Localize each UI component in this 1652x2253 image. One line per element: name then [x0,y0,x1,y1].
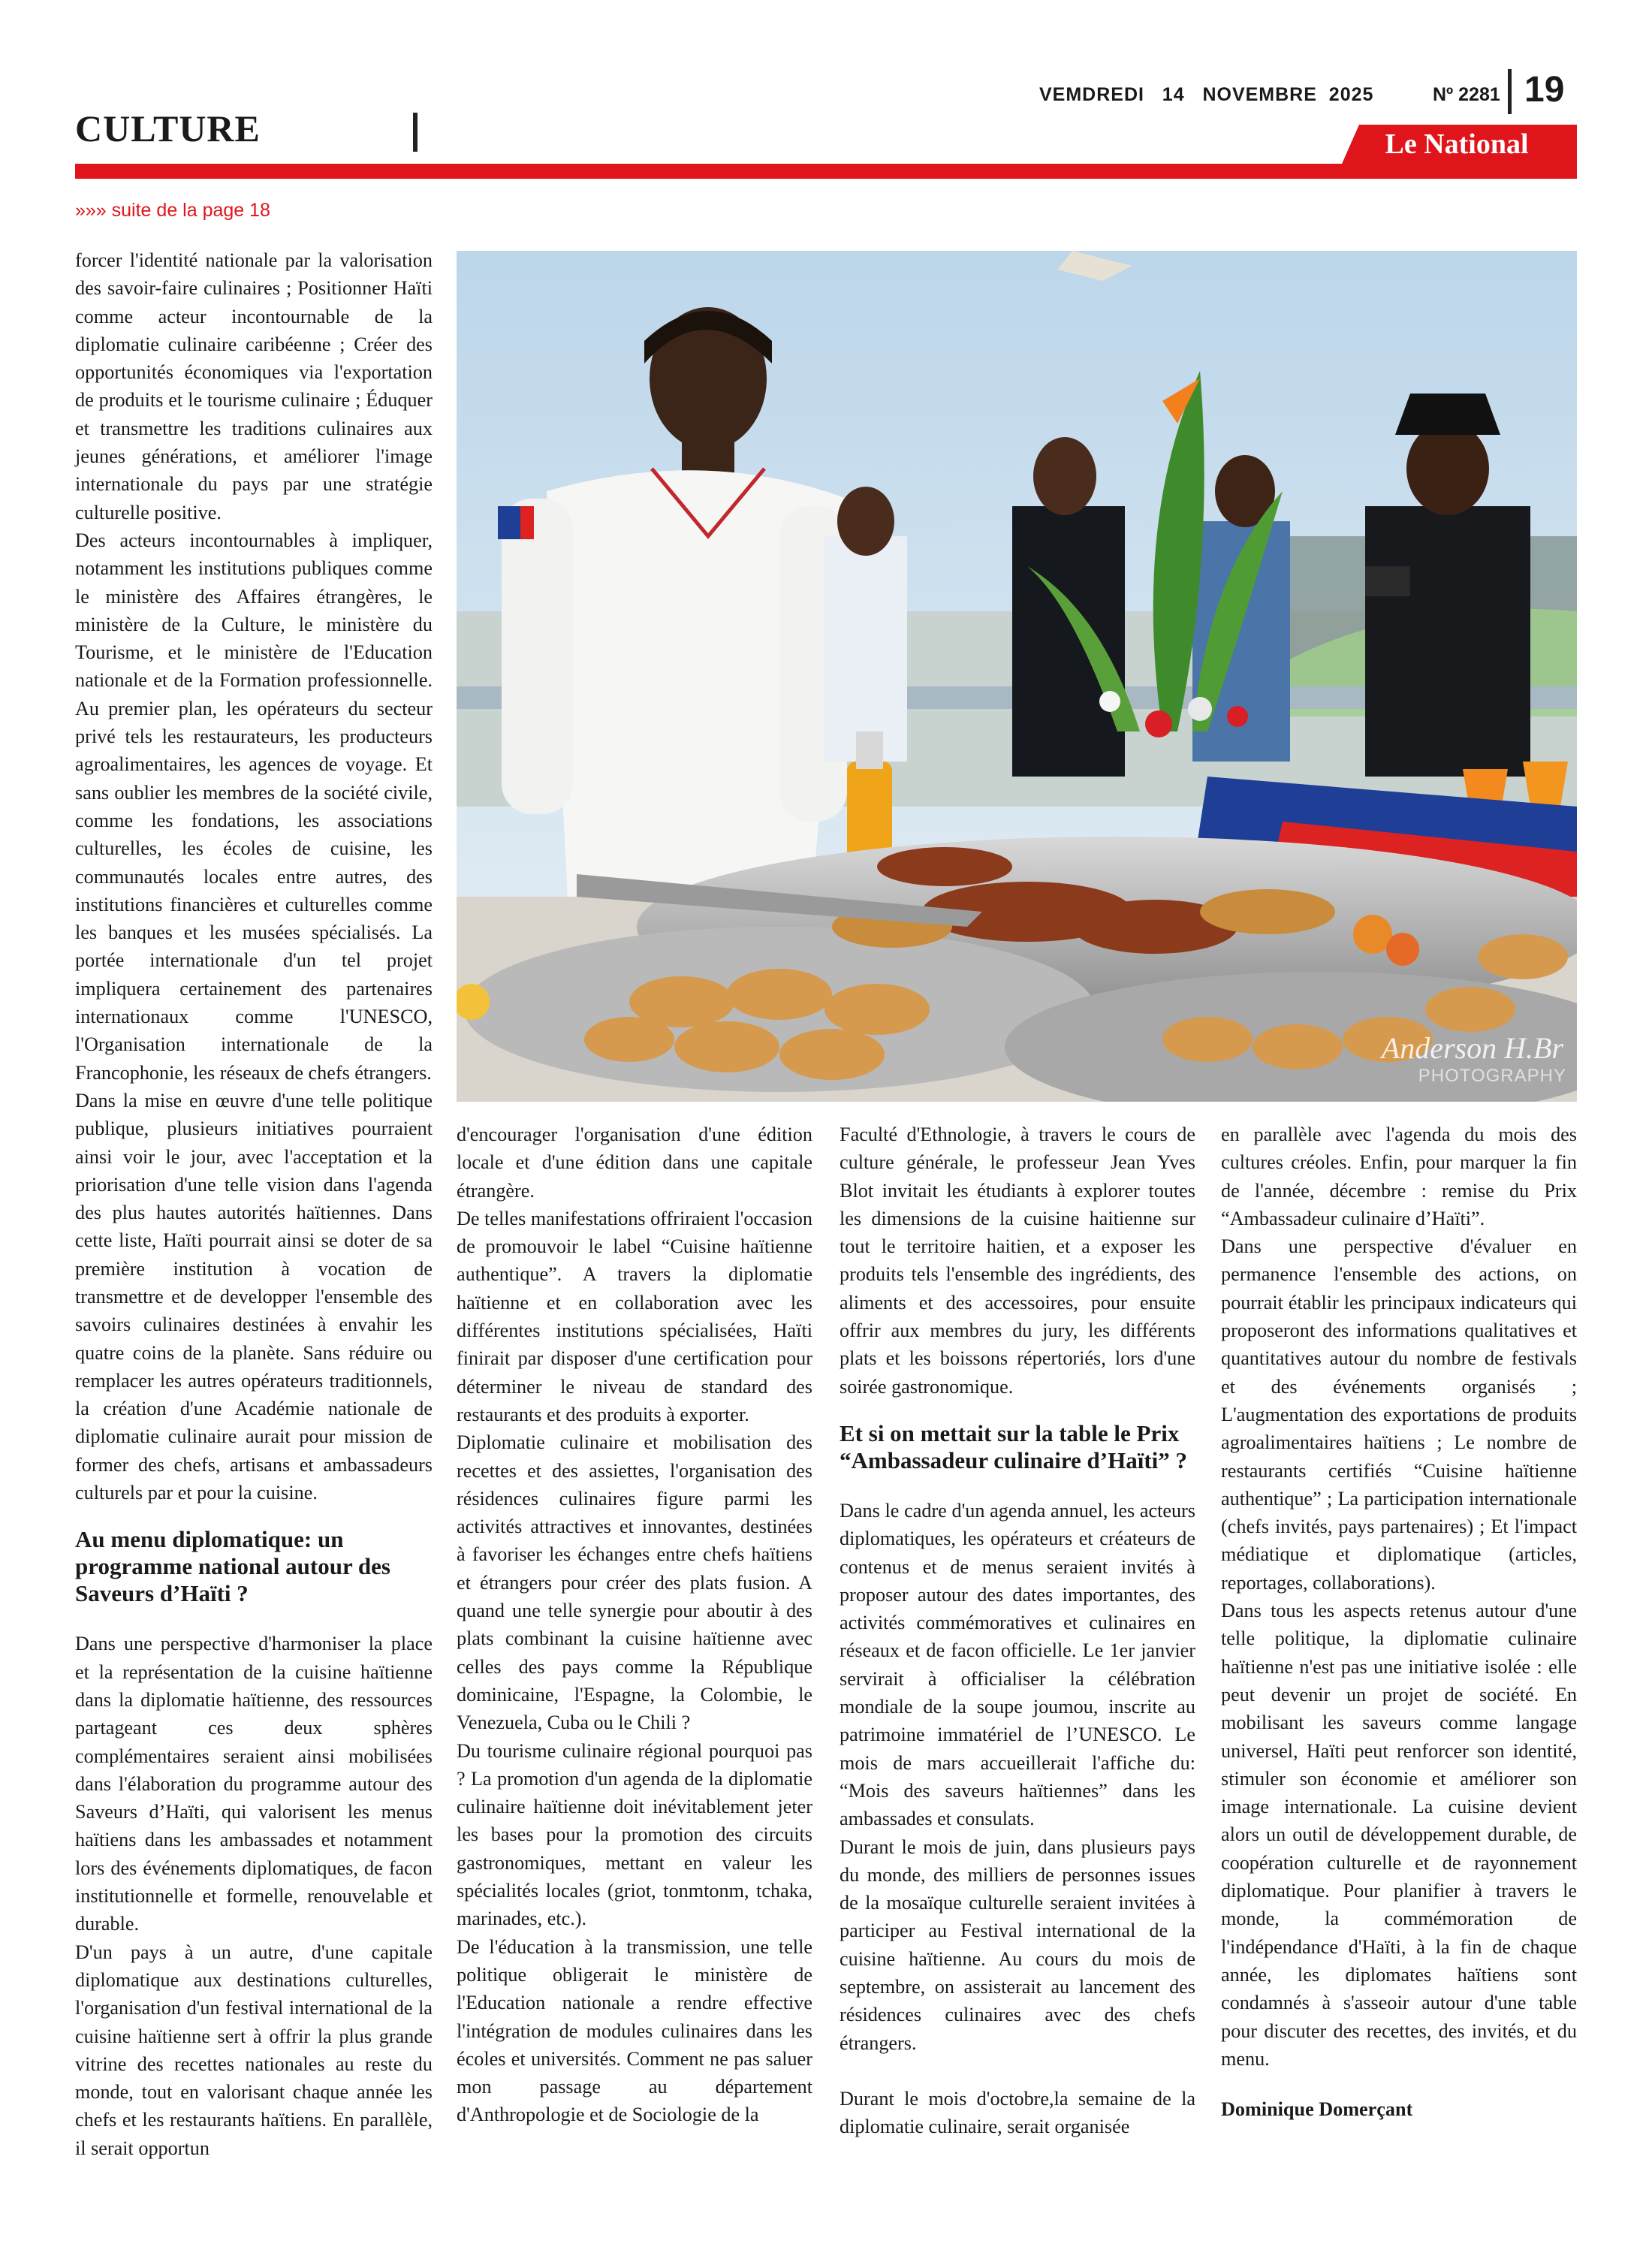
paragraph: Des acteurs incontournables à impliquer, notamment les institutions publiques comme le ministère des Affaires étrangères, le ministère de la Culture, le ministère du Tourisme, et le ministère de l'Education nationale et de la Formation professionnelle. Au premier plan, les opérateurs du secteur privé tels les restaurateurs, les producteurs agroalimentaires, les agences de voyage. Et sans oublier les membres de la société civile, comme les fondations, les associations culturelles, les écoles de cuisine, les communautés locales entre autres, des institutions financières et culturelles comme les banques et les musées spécialisés. La portée internationale d'un tel projet impliquera certainement des partenaires internationaux comme l'UNESCO, l'Organisation internationale de la Francophonie, les réseaux de chefs étrangers. [75,529,433,1084]
paragraph: De l'éducation à la transmission, une telle politique obligerait le ministère de l'Education nationale a rendre effective l'intégration de modules culinaires dans les écoles et universités. Comment ne pas saluer mon passage au département d'Anthropologie et de Sociologie de la [457,1935,812,2126]
paragraph: Dans une perspective d'harmoniser la place et la représentation de la cuisine haïtienne dans la diplomatie haïtienne, des ressources partageant ces deux sphères complémentaires seraient ainsi mobilisées dans l'élaboration du programme autour des Saveurs d’Haïti, qui valorisent les menus haïtiens dans les ambassades et notamment lors des événements diplomatiques, de facon institutionnelle et formelle, renouvelable et durable. [75,1633,433,1935]
article-column-4 [1221,1120,1577,2123]
paragraph: en parallèle avec l'agenda du mois des cultures créoles. Enfin, pour marquer la fin de l'année, décembre : remise du Prix “Ambassadeur culinaire d’Haïti”. [1221,1123,1577,1229]
paragraph: D'un pays à un autre, d'une capitale diplomatique aux destinations culturelles, l'organisation d'un festival international de la cuisine haïtienne sert à offrir la plus grande vitrine des recettes nationales au reste du monde, tout en valorisant chaque année les chefs et les restaurants haïtiens. En parallèle, il serait opportun [75,1941,433,2159]
issue-date: VEMDREDI 14 NOVEMBRE 2025 [1039,84,1374,105]
paragraph: Dans la mise en œuvre d'une telle politique publique, plusieurs initiatives pourraient ainsi voir le jour, avec l'acceptation et la priorisation d'une telle vision dans l'agenda des plus hautes autorités haïtiennes. Dans cette liste, Haïti pourrait ainsi se doter de sa première institution à vocation de transmettre et de developper l'ensemble des savoirs culinaires destinées à envahir les quatre coins de la planète. Sans réduire ou remplacer les autres opérateurs traditionnels, la création d'une Académie nationale de diplomatie culinaire aurait pour mission de former des chefs, artisans et ambassadeurs culturels par et pour la cuisine. [75,1089,433,1504]
page-number: 19 [1524,70,1565,110]
photo-credit-subtitle: PHOTOGRAPHY [1418,1066,1566,1086]
paragraph: Durant le mois de juin, dans plusieurs pays du monde, des milliers de personnes issues de la mosaïque culturelle seraient invitées à participer au Festival international de la cuisine haïtienne. Au cours du mois de septembre, on assisterait au lancement des résidences culinaires avec des chefs étrangers. [840,1835,1195,2054]
issue-number: Nº 2281 [1433,84,1500,105]
paragraph: Faculté d'Ethnologie, à travers le cours de culture générale, le professeur Jean Yves Blot invitait les étudiants à explorer toutes les dimensions de la cuisine haitienne sur tout le territoire haitien, et a exposer les produits tels l'ensemble des ingrédients, des aliments et des accessoires, pour ensuite offrir aux membres du jury, les différents plats et les boissons répertoriés, lors d'une soirée gastronomique. [840,1123,1195,1398]
article-column-2 [457,1120,812,2129]
photo-credit: Anderson H.Br [1381,1031,1563,1065]
section-title: CULTURE [75,107,261,149]
paragraph: Diplomatie culinaire et mobilisation des recettes et des assiettes, l'organisation des résidences culinaires figure parmi les activités attractives et innovantes, destinées à favoriser les échanges entre chefs haïtiens et étrangers pour créer des plats fusion. A quand une telle synergie pour aboutir à des plats combinant la cuisine haïtienne avec celles des pays comme la République dominicaine, l'Espagne, la Colombie, le Venezuela, Cuba ou le Chili ? [457,1431,812,1734]
article-column-1 [75,246,433,2162]
page-number-divider [1508,69,1512,114]
paragraph: Dans une perspective d'évaluer en permanence l'ensemble des actions, on pourrait établir les principaux indicateurs qui proposeront des informations qualitatives et quantitatives autour du nombre de festivals et des événements organisés ; L'augmentation des exportations de produits agroalimentaires haïtiens ; Le nombre de restaurants certifiés “Cuisine haïtienne authentique” ; La participation internationale (chefs invités, pays partenaires) ; Et l'impact médiatique et diplomatique (articles, reportages, collaborations). [1221,1235,1577,1594]
continued-from-link[interactable]: »»» suite de la page 18 [75,200,270,221]
author-byline: Dominique Domerçant [1221,2098,1413,2121]
newspaper-name: Le National [1385,128,1529,160]
section-divider [413,113,418,152]
paragraph: Dans tous les aspects retenus autour d'une telle politique, la diplomatie culinaire haïtienne n'est pas une initiative isolée : elle peut devenir un projet de société. En mobilisant les saveurs comme langage universel, Haïti peut renforcer son identité, stimuler son économie et améliorer son image internationale. La cuisine devient alors un outil de développement durable, de coopération culturelle et de rayonnement diplomatique. Pour planifier à travers le monde, la commémoration de l'indépendance d'Haïti, à la fin de chaque année, les diplomates haïtiens sont condamnés à s'asseoir autour d'une table pour discuter des recettes, des invités, et du menu. [1221,1600,1577,2070]
paragraph: forcer l'identité nationale par la valorisation des savoir-faire culinaires ; Positionner Haïti comme acteur incontournable de la diplomatie culinaire caribéenne ; Créer des opportunités économiques via l'exportation de produits et le tourisme culinaire ; Éduquer et transmettre les traditions culinaires aux jeunes générations, et améliorer l'image internationale du pays par une stratégie culturelle positive. [75,249,433,523]
article-column-3 [840,1120,1195,2141]
subheading: Et si on mettait sur la table le Prix “Ambassadeur culinaire d’Haïti” ? [840,1419,1188,1473]
subheading: Au menu diplomatique: un programme national autour des Saveurs d’Haïti ? [75,1526,390,1607]
photo-illustration [457,251,1577,1102]
paragraph: Du tourisme culinaire régional pourquoi pas ? La promotion d'un agenda de la diplomatie culinaire haïtienne doit inévitablement jeter les bases pour la promotion des circuits gastronomiques, mettant en valeur les spécialités locales (griot, tonmtonm, tchaka, marinades, etc.). [457,1739,812,1930]
paragraph: d'encourager l'organisation d'une édition locale et d'une édition dans une capitale étrangère. [457,1123,812,1202]
paragraph: Dans le cadre d'un agenda annuel, les acteurs diplomatiques, les opérateurs et créateurs de contenus et de menus seraient invités à proposer autour des dates importantes, des activités commémoratives et culinaires en réseaux et de facon officielle. Le 1er janvier servirait à officialiser la célébration mondiale de la soupe joumou, inscrite au patrimoine immatériel de l’UNESCO. Le mois de mars accueillerait l'affiche du: “Mois des saveurs haïtiennes” dans les ambassades et consulats. [840,1499,1195,1830]
paragraph: De telles manifestations offriraient l'occasion de promouvoir le label “Cuisine haïtienne authentique”. A travers la diplomatie haïtienne et en collaboration avec les différentes institutions spécialisées, Haïti finirait par disposer d'une certification pour déterminer le niveau de standard des restaurants et des produits à exporter. [457,1207,812,1425]
article-photo [457,251,1577,1102]
paragraph: Durant le mois d'octobre,la semaine de la diplomatie culinaire, serait organisée [840,2087,1195,2138]
